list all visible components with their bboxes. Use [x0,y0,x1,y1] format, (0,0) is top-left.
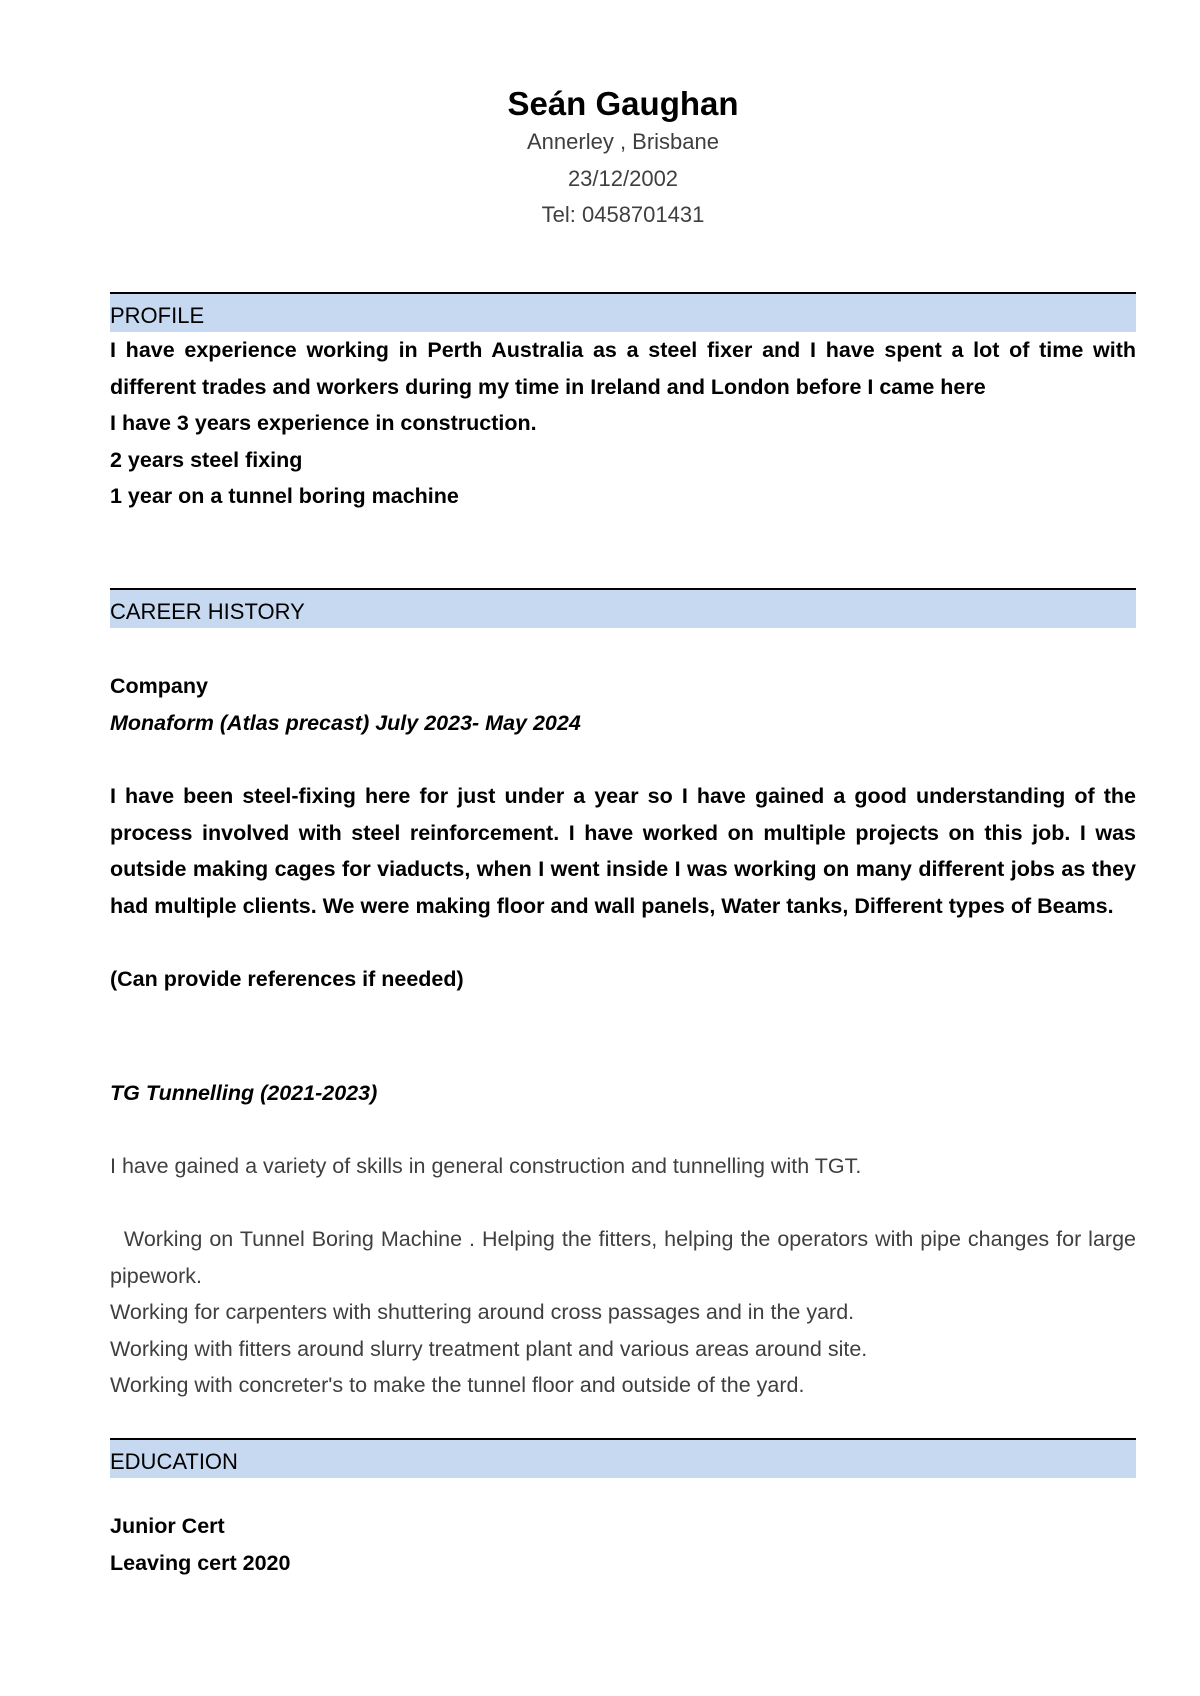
career-heading-label: CAREER HISTORY [110,599,305,624]
duty-item: Working for carpenters with shuttering around cross passages and in the yard. [110,1300,855,1324]
job-duties-tg-tunnelling [110,1221,1142,1404]
job-title-tg-tunnelling: TG Tunnelling (2021-2023) [110,1081,378,1105]
job-references-note: (Can provide references if needed) [110,967,464,991]
education-item: Leaving cert 2020 [110,1550,291,1575]
duty-item: Working on Tunnel Boring Machine . Helping the fitters, helping the operators with pipe changes for large pipework. [110,1227,1142,1288]
education-heading-label: EDUCATION [110,1449,238,1474]
profile-line: 2 years steel fixing [110,447,303,472]
profile-section [110,292,1136,515]
profile-heading-label: PROFILE [110,303,205,328]
company-label: Company [110,674,208,698]
candidate-dob: 23/12/2002 [567,165,679,191]
candidate-name: Seán Gaughan [507,85,739,122]
education-list [110,1508,1136,1581]
profile-line: 1 year on a tunnel boring machine [110,484,459,508]
job-description-monaform: I have been steel-fixing here for just under a year so I have gained a good understanding of the process involved with steel reinforcement. I have worked on multiple projects on this job. I was outside making cages for viaducts, when I went inside I was working on many different jobs as they had multiple clients. We were making floor and wall panels, Water tanks, Different types of Beams. [110,784,1136,918]
candidate-location: Annerley , Brisbane [527,129,719,154]
profile-heading [110,294,1136,332]
education-item: Junior Cert [110,1514,225,1538]
career-section [110,588,1136,628]
job-title-monaform: Monaform (Atlas precast) July 2023- May 2024 [110,711,581,735]
duty-item: Working with fitters around slurry treatment plant and various areas around site. [110,1336,868,1361]
resume-header [110,84,1136,234]
candidate-phone: Tel: 0458701431 [541,202,705,227]
career-heading [110,590,1136,628]
profile-summary: I have experience working in Perth Australia as a steel fixer and I have spent a lot of time with different trades and workers during my time in Ireland and London before I came here [110,338,1136,399]
duty-item: Working with concreter's to make the tunnel floor and outside of the yard. [110,1373,805,1397]
education-section [110,1438,1136,1478]
job-intro-tg-tunnelling: I have gained a variety of skills in general construction and tunnelling with TGT. [110,1154,862,1178]
resume-page [110,0,1142,1696]
education-heading [110,1440,1136,1478]
profile-line: I have 3 years experience in construction. [110,411,537,435]
